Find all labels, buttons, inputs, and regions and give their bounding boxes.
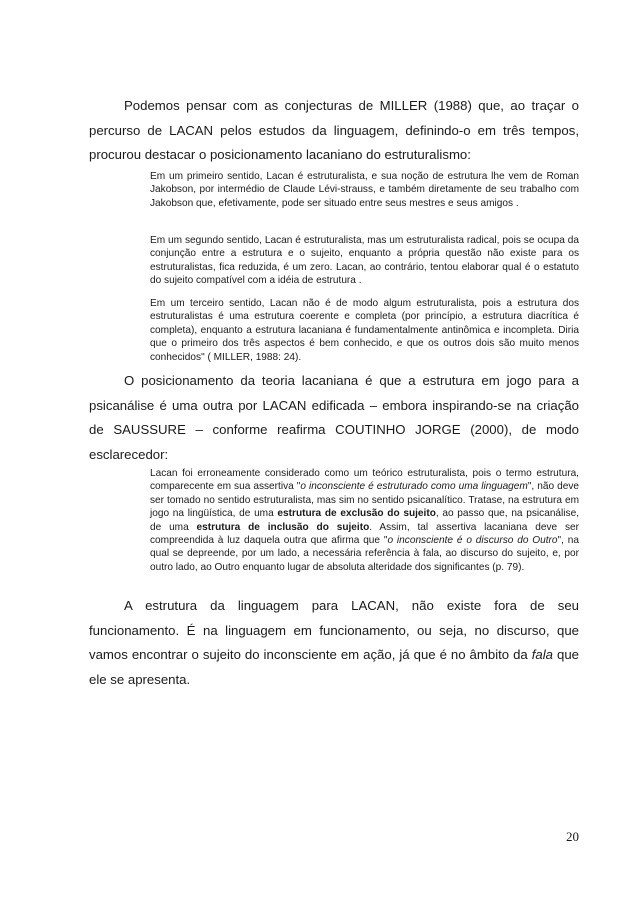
- paragraph-language-structure: A estrutura da linguagem para LACAN, não existe fora de seu funcionamento. É na linguagem em funcionamento, ou seja, no discurso, que vamos encontrar o sujeito do inconsciente em ação, já que é no âmbito da fala que ele se apresenta.: [89, 598, 579, 687]
- paragraph-miller-intro: Podemos pensar com as conjecturas de MILLER (1988) que, ao traçar o percurso de LACAN pelos estudos da linguagem, definindo-o em três tempos, procurou destacar o posicionamento lacaniano do estruturalismo:: [89, 98, 579, 162]
- paragraph-lacan-position: O posicionamento da teoria lacaniana é que a estrutura em jogo para a psicanálise é uma outra por LACAN edificada – embora inspirando-se na criação de SAUSSURE – conforme reafirma COUTINHO JORGE (2000), de modo esclarecedor:: [89, 373, 579, 462]
- quote-miller-first-sense: Em um primeiro sentido, Lacan é estruturalista, e sua noção de estrutura lhe vem de Roman Jakobson, por intermédio de Claude Lévi-strauss, e também diretamente de seu trabalho com Jakobson que, efetivamente, pode ser situado entre seus mestres e seus amigos .: [150, 171, 579, 209]
- quote-coutinho-jorge: Lacan foi erroneamente considerado como um teórico estruturalista, pois o termo estrutura, comparecente em sua assertiva "o inconsciente é estruturado como uma linguagem", não deve ser tomado no sentido estruturalista, mas sim no sentido psicanalítico. Tratase, na estrutura em jogo na lingüística, de uma estrutura de exclusão do sujeito, ao passo que, na psicanálise, de uma estrutura de inclusão do sujeito. Assim, tal assertiva lacaniana deve ser compreendida à luz daquela outra que afirma que "o inconsciente é o discurso do Outro", na qual se depreende, por um lado, a necessária referência à fala, ao discurso do sujeito, e, por outro lado, ao Outro enquanto lugar de absoluta alteridade dos significantes (p. 79).: [150, 468, 580, 573]
- quote-miller-second-sense: Em um segundo sentido, Lacan é estruturalista, mas um estruturalista radical, pois se ocupa da conjunção entre a estrutura e o sujeito, enquanto a própria questão não existe para os estruturalistas, fica reduzida, é um zero. Lacan, ao contrário, tentou elaborar qual é o estatuto do sujeito compatível com a idéia de estrutura .: [150, 235, 579, 287]
- page-number: 20: [566, 829, 579, 844]
- quote-miller-third-sense: Em um terceiro sentido, Lacan não é de modo algum estruturalista, pois a estrutura dos estruturalistas é uma estrutura coerente e completa (por princípio, a estrutura diacrítica é completa), enquanto a estrutura lacaniana é fundamentalmente antinômica e incompleta. Diria que o primeiro dos três aspectos é bem conhecido, e que os outros dois são muito menos conhecidos" ( MILLER, 1988: 24).: [150, 298, 579, 363]
